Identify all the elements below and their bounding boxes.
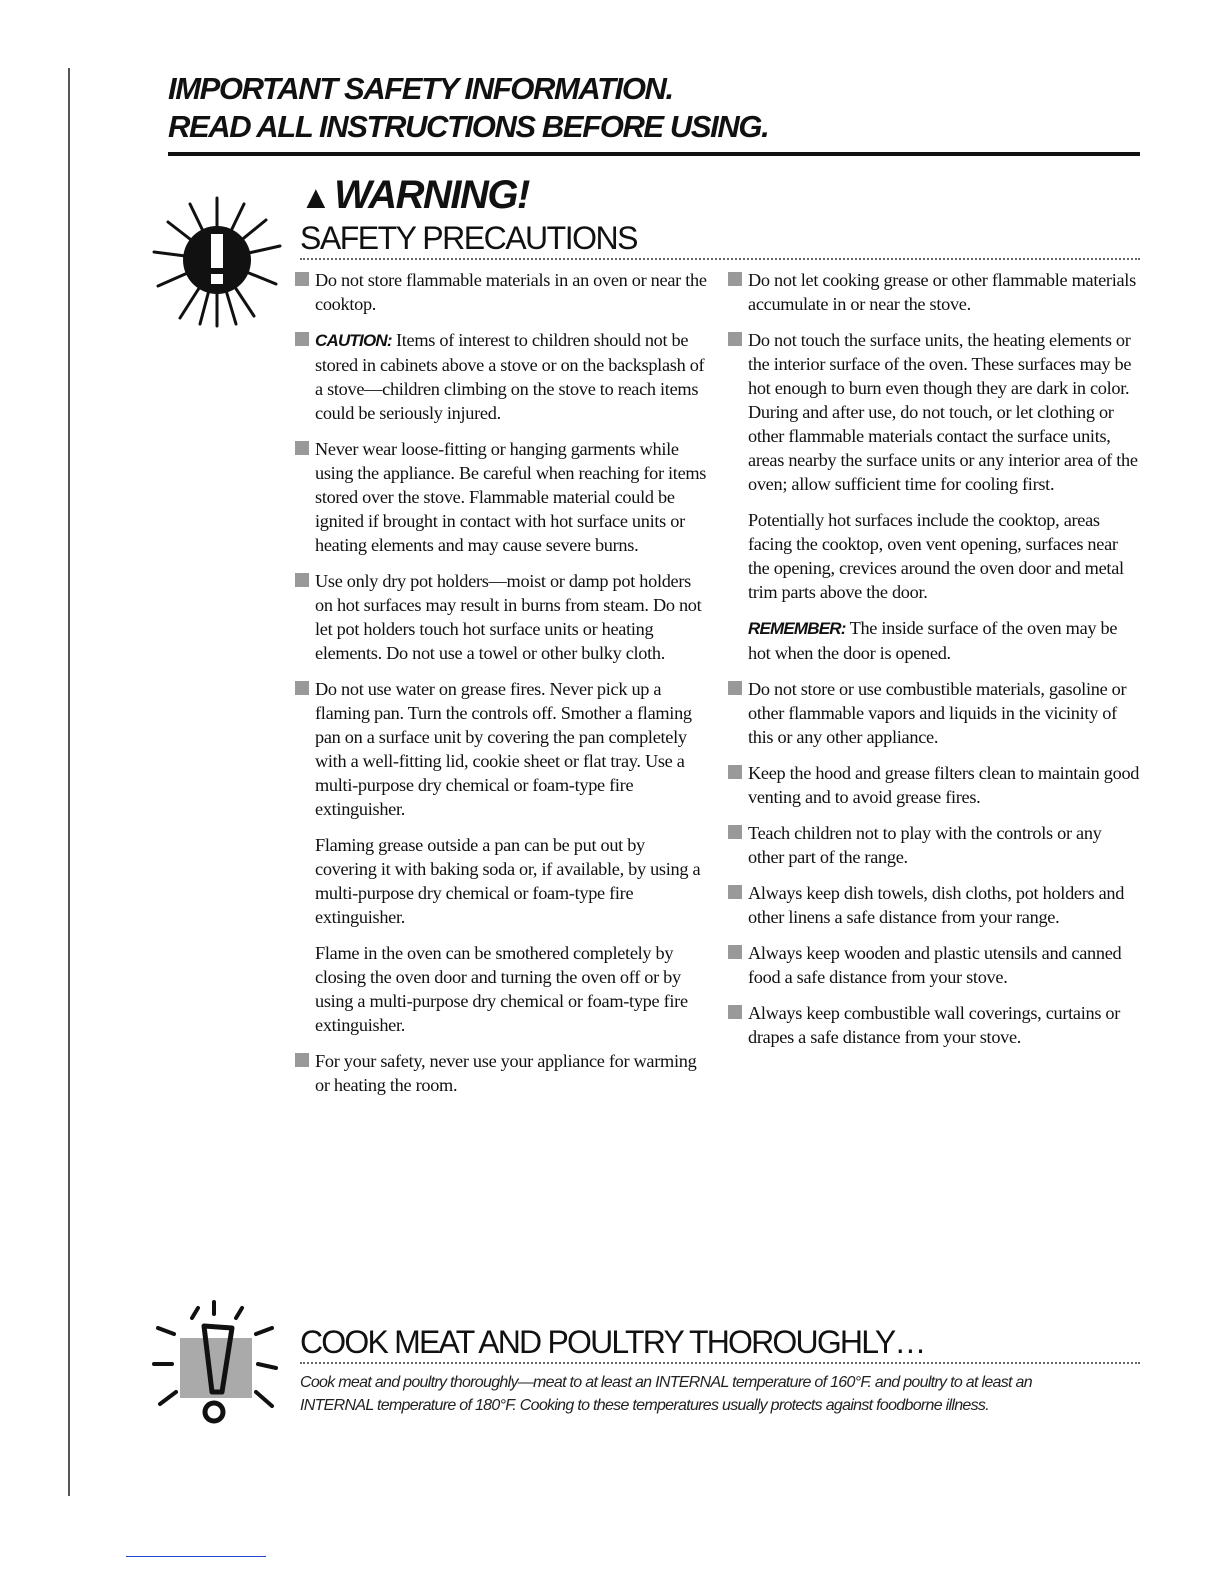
warning-title: WARNING! (334, 173, 529, 217)
page-header (168, 70, 1140, 156)
list-item: Do not let cooking grease or other flammable materials accumulate in or near the stove. (728, 268, 1140, 316)
footer-link-rule[interactable] (126, 1556, 266, 1557)
warning-triangle-icon: ▲ (300, 179, 331, 215)
caution-text: Items of interest to children should not be stored in cabinets above a stove or on the backsplash of a stove—children climbing on the stove to reach items could be seriously injured. (315, 330, 705, 423)
safety-precautions-heading: SAFETY PRECAUTIONS (300, 220, 637, 256)
exclamation-burst-icon (150, 190, 285, 330)
list-item: Do not store or use combustible materials, gasoline or other flammable vapors and liquids in the vicinity of this or any other appliance. (728, 677, 1140, 749)
caution-label: CAUTION: (315, 331, 392, 350)
warning-heading (300, 172, 529, 220)
exclamation-alert-icon (152, 1300, 282, 1430)
right-column (728, 268, 1140, 1061)
paragraph: Flame in the oven can be smothered completely by closing the oven door and turning the oven off or by using a multi-purpose dry chemical or foam-type fire extinguisher. (315, 943, 688, 1035)
list-item: Do not touch the surface units, the heating elements or the interior surface of the oven. These surfaces may be hot enough to burn even though they are dark in color. During and after use, do not touch, or let clothing or other flammable materials contact the surface units, areas nearby the surface units or any interior area of the oven; allow sufficient time for cooling first. (728, 328, 1140, 496)
cook-heading: COOK MEAT AND POULTRY THOROUGHLY… (300, 1324, 925, 1360)
list-item: Never wear loose-fitting or hanging garments while using the appliance. Be careful when reaching for items stored over the stove. Flammable material could be ignited if brought in contact with hot surface units or heating elements and may cause severe burns. (295, 437, 707, 557)
list-item: Teach children not to play with the controls or any other part of the range. (728, 821, 1140, 869)
list-item-caution (295, 328, 707, 425)
remember-label: REMEMBER: (748, 619, 846, 638)
header-title-line2: READ ALL INSTRUCTIONS BEFORE USING. (168, 109, 769, 144)
list-item: Do not use water on grease fires. Never pick up a flaming pan. Turn the controls off. Smother a flaming pan on a surface unit by covering the pan completely with a well-fitting lid, cookie sheet or flat tray. Use a multi-purpose dry chemical or foam-type fire extinguisher. (295, 677, 707, 821)
list-item: Always keep dish towels, dish cloths, pot holders and other linens a safe distance from your range. (728, 881, 1140, 929)
list-item: Always keep combustible wall coverings, curtains or drapes a safe distance from your stove. (728, 1001, 1140, 1049)
remember-paragraph (728, 616, 1140, 665)
remember-text: The inside surface of the oven may be hot when the door is opened. (748, 618, 1118, 663)
cook-divider (300, 1362, 1140, 1364)
page-margin-rule (68, 68, 70, 1496)
paragraph: Potentially hot surfaces include the cooktop, areas facing the cooktop, oven vent opening, surfaces near the opening, crevices around the oven door and metal trim parts above the door. (748, 510, 1124, 602)
header-divider (168, 152, 1140, 156)
header-title-line1: IMPORTANT SAFETY INFORMATION. (168, 71, 673, 106)
list-item: Always keep wooden and plastic utensils and canned food a safe distance from your stove. (728, 941, 1140, 989)
section-divider (300, 258, 1140, 260)
list-item: Use only dry pot holders—moist or damp pot holders on hot surfaces may result in burns from steam. Do not let pot holders touch hot surface units or heating elements. Do not use a towel or other bulky cloth. (295, 569, 707, 665)
list-item: Do not store flammable materials in an oven or near the cooktop. (295, 268, 707, 316)
list-item: Keep the hood and grease filters clean to maintain good venting and to avoid grease fires. (728, 761, 1140, 809)
cook-paragraph: Cook meat and poultry thoroughly—meat to at least an INTERNAL temperature of 160°F. and poultry to at least an INTERNAL temperature of 180°F. Cooking to these temperatures usually protects against foodborne illness. (300, 1374, 1032, 1414)
paragraph: Flaming grease outside a pan can be put out by covering it with baking soda or, if available, by using a multi-purpose dry chemical or foam-type fire extinguisher. (315, 835, 701, 927)
left-column (295, 268, 707, 1109)
list-item: For your safety, never use your appliance for warming or heating the room. (295, 1049, 707, 1097)
